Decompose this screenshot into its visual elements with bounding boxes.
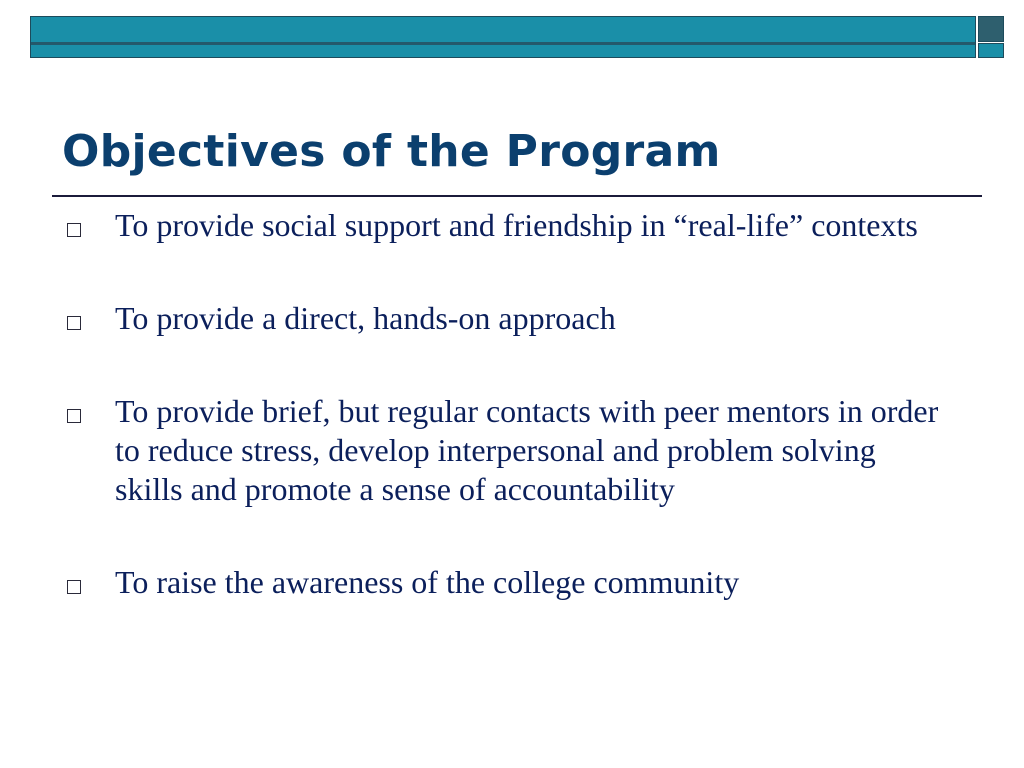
header-decoration-stripe (31, 42, 975, 45)
bullet-text: To provide a direct, hands-on approach (115, 300, 616, 336)
bullet-item (62, 563, 942, 602)
corner-square-top (978, 16, 1004, 42)
bullet-text: To raise the awareness of the college community (115, 564, 740, 600)
bullet-item (62, 206, 942, 245)
bullet-item (62, 299, 942, 338)
hollow-square-bullet-icon (67, 223, 81, 237)
title-divider (52, 195, 982, 197)
header-decoration-bar (30, 16, 976, 58)
bullet-item (62, 392, 942, 509)
corner-square-bottom (978, 43, 1004, 58)
bullet-text: To provide social support and friendship in “real-life” contexts (115, 207, 918, 243)
bullet-list (62, 206, 942, 602)
hollow-square-bullet-icon (67, 409, 81, 423)
bullet-text: To provide brief, but regular contacts with peer mentors in order to reduce stress, develop interpersonal and problem solving skills and promote a sense of accountability (115, 393, 939, 507)
slide-title: Objectives of the Program (62, 126, 721, 177)
hollow-square-bullet-icon (67, 316, 81, 330)
hollow-square-bullet-icon (67, 580, 81, 594)
